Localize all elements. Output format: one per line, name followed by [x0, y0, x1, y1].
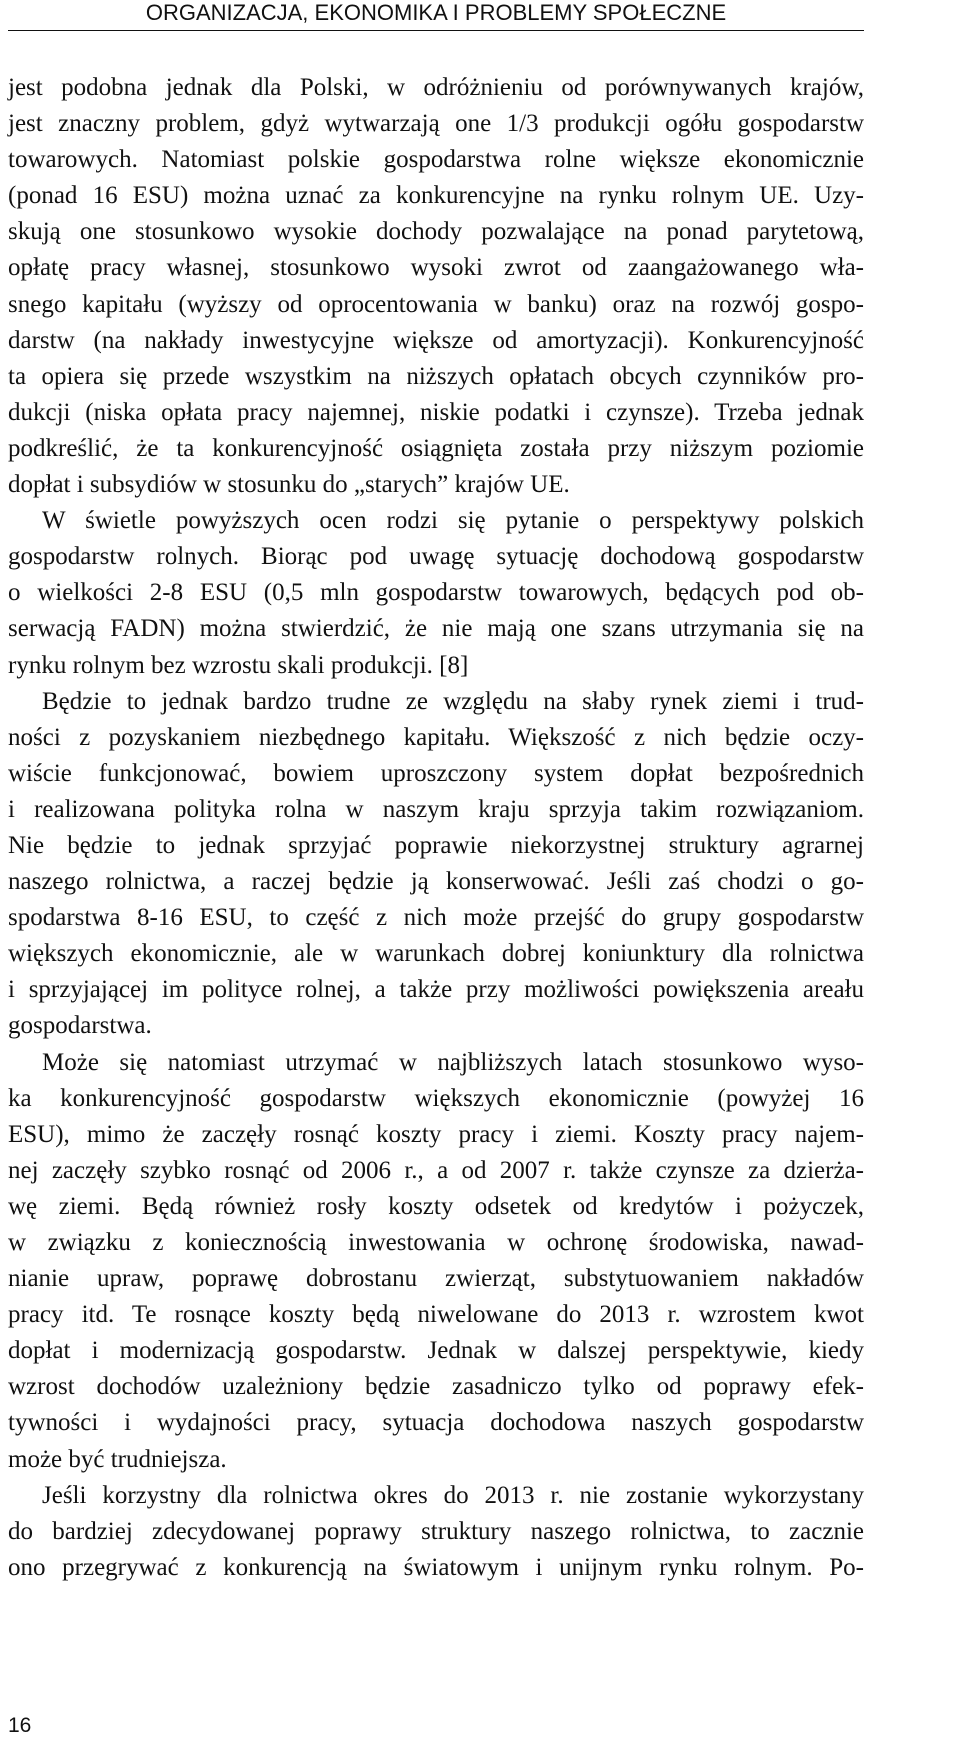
running-header: ORGANIZACJA, EKONOMIKA I PROBLEMY SPOŁECZNE	[145, 0, 727, 25]
text-line: i sprzyjającej im polityce rolnej, a także przy możliwości powiększenia areału	[8, 976, 864, 1004]
text-line: ono przegrywać z konkurencją na światowym i unijnym rynku rolnym. Po-	[8, 1553, 864, 1581]
body-text	[8, 70, 864, 1586]
text-line: naszego rolnictwa, a raczej będzie ją konserwować. Jeśli zaś chodzi o go-	[8, 868, 864, 896]
text-line: towarowych. Natomiast polskie gospodarstwa rolne większe ekonomicznie	[8, 146, 864, 174]
text-line: ności z pozyskaniem niezbędnego kapitału. Większość z nich będzie oczy-	[8, 723, 864, 751]
text-line: w związku z koniecznością inwestowania w ochronę środowiska, nawad-	[8, 1229, 864, 1256]
text-line: opłatę pracy własnej, stosunkowo wysoki zwrot od zaangażowanego wła-	[8, 254, 864, 282]
text-line: darstw (na nakłady inwestycyjne większe od amortyzacji). Konkurencyjność	[8, 326, 864, 354]
text-line: tywności i wydajności pracy, sytuacja dochodowa naszych gospodarstw	[8, 1409, 864, 1437]
text-line: dukcji (niska opłata pracy najemnej, niskie podatki i czynsze). Trzeba jednak	[8, 398, 864, 426]
text-line: jest podobna jednak dla Polski, w odróżnieniu od porównywanych krajów,	[8, 74, 864, 101]
text-line: i realizowana polityka rolna w naszym kraju sprzyja takim rozwiązaniom.	[8, 795, 864, 823]
text-line: skują one stosunkowo wysokie dochody pozwalające na ponad parytetową,	[8, 218, 864, 246]
text-line: spodarstwa 8-16 ESU, to część z nich może przejść do grupy gospodarstw	[8, 904, 864, 932]
text-line: rynku rolnym bez wzrostu skali produkcji. [8]	[8, 651, 469, 679]
text-line: nianie upraw, poprawę dobrostanu zwierząt, substytuowaniem nakładów	[8, 1265, 864, 1293]
text-line: (ponad 16 ESU) można uznać za konkurencyjne na rynku rolnym UE. Uzy-	[8, 182, 864, 210]
text-line: jest znaczny problem, gdyż wytwarzają one 1/3 produkcji ogółu gospodarstw	[8, 110, 864, 138]
text-line: ESU), mimo że zaczęły rosnąć koszty pracy i ziemi. Koszty pracy najem-	[8, 1120, 864, 1148]
text-line: wzrost dochodów uzależniony będzie zasadniczo tylko od poprawy efek-	[8, 1373, 864, 1401]
text-line: większych ekonomicznie, ale w warunkach dobrej koniunktury dla rolnictwa	[8, 940, 864, 968]
text-line: Nie będzie to jednak sprzyjać poprawie niekorzystnej struktury agrarnej	[8, 831, 864, 859]
text-line: snego kapitału (wyższy od oprocentowania w banku) oraz na rozwój gospo-	[8, 290, 864, 318]
text-line: ta opiera się przede wszystkim na niższych opłatach obcych czynników pro-	[8, 362, 864, 390]
text-line: Jeśli korzystny dla rolnictwa okres do 2013 r. nie zostanie wykorzystany	[42, 1481, 864, 1509]
text-line: do bardziej zdecydowanej poprawy struktury naszego rolnictwa, to zacznie	[8, 1517, 864, 1545]
text-line: o wielkości 2-8 ESU (0,5 mln gospodarstw towarowych, będących pod ob-	[8, 579, 864, 607]
header-rule	[8, 30, 864, 31]
page-number: 16	[8, 1714, 32, 1737]
text-line: ka konkurencyjność gospodarstw większych ekonomicznie (powyżej 16	[8, 1084, 864, 1112]
text-line: wiście funkcjonować, bowiem uproszczony system dopłat bezpośrednich	[8, 759, 864, 787]
text-line: może być trudniejsza.	[8, 1445, 227, 1473]
text-line: wę ziemi. Będą również rosły koszty odsetek od kredytów i pożyczek,	[8, 1192, 864, 1220]
text-line: dopłat i modernizacją gospodarstw. Jednak w dalszej perspektywie, kiedy	[8, 1337, 864, 1365]
text-line: gospodarstwa.	[8, 1012, 152, 1040]
text-line: Może się natomiast utrzymać w najbliższych latach stosunkowo wyso-	[42, 1048, 864, 1076]
text-line: W świetle powyższych ocen rodzi się pytanie o perspektywy polskich	[42, 507, 864, 535]
text-line: pracy itd. Te rosnące koszty będą niwelowane do 2013 r. wzrostem kwot	[8, 1301, 864, 1329]
text-line: Będzie to jednak bardzo trudne ze względu na słaby rynek ziemi i trud-	[42, 687, 864, 715]
text-line: dopłat i subsydiów w stosunku do „starych” krajów UE.	[8, 471, 570, 499]
text-line: nej zaczęły szybko rosnąć od 2006 r., a od 2007 r. także czynsze za dzierża-	[8, 1156, 864, 1184]
text-line: serwacją FADN) można stwierdzić, że nie mają one szans utrzymania się na	[8, 615, 864, 643]
text-line: gospodarstw rolnych. Biorąc pod uwagę sytuację dochodową gospodarstw	[8, 543, 864, 571]
text-line: podkreślić, że ta konkurencyjność osiągnięta została przy niższym poziomie	[8, 434, 864, 462]
